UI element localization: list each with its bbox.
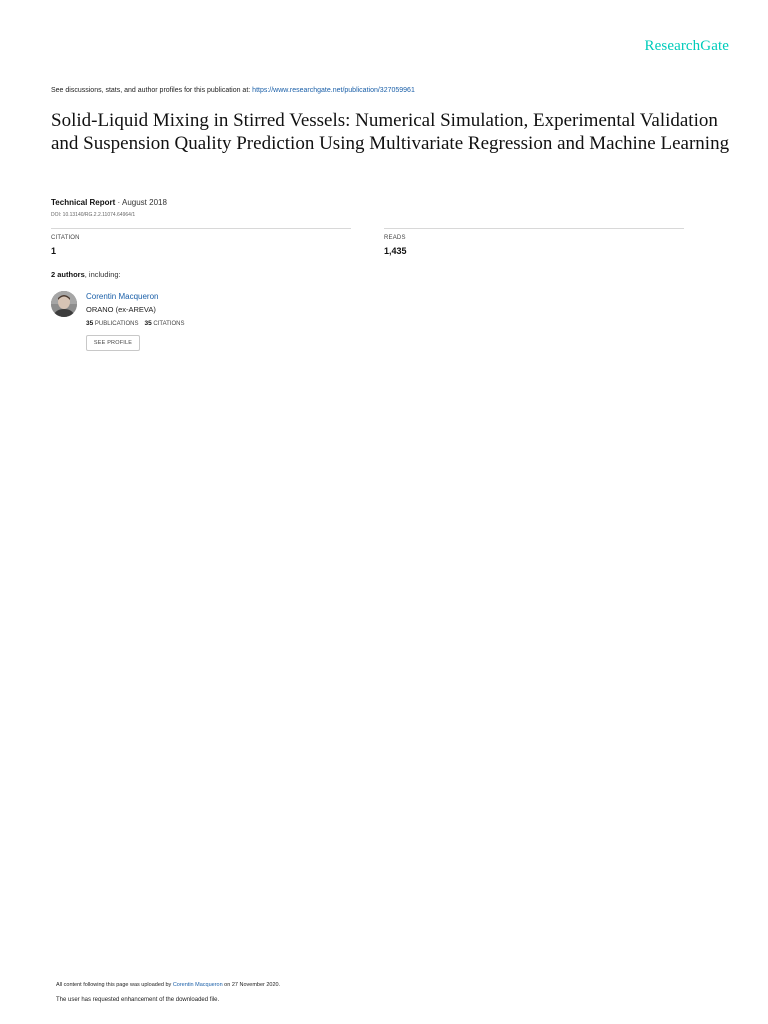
publication-url-link[interactable]: https://www.researchgate.net/publication/327059961 [252,87,415,94]
upload-note [56,982,280,988]
reads-count: 1,435 [384,246,407,256]
date-separator: · [115,198,122,207]
doi-text: DOI: 10.13140/RG.2.2.11074.64964/1 [51,212,136,218]
authors-suffix: , including: [84,270,121,279]
upload-suffix: on 27 November 2020. [222,982,281,988]
author-publications-label: PUBLICATIONS [94,321,139,327]
enhancement-note: The user has requested enhancement of the downloaded file. [56,997,220,1003]
citation-count: 1 [51,246,57,256]
author-name-link[interactable]: Corentin Macqueron [86,292,159,301]
reads-label: READS [384,235,406,241]
citation-label: CITATION [51,235,80,241]
author-avatar[interactable] [51,291,77,317]
report-meta [51,198,167,207]
see-profile-button[interactable]: SEE PROFILE [86,335,140,351]
authors-count: 2 authors [51,270,85,279]
avatar-portrait-icon [51,291,77,317]
author-citations-label: CITATIONS [153,321,185,327]
author-institution: ORANO (ex-AREVA) [86,305,156,314]
author-publications-count: 35 [86,320,94,327]
author-citations-count: 35 [144,320,152,327]
report-date: August 2018 [121,198,167,207]
upload-prefix: All content following this page was uploaded by [56,982,173,988]
publication-title: Solid-Liquid Mixing in Stirred Vessels: Numerical Simulation, Experimental Validation and Suspension Quality Prediction Using Multivariate Regression and Machine Learning [51,110,730,154]
reads-divider [384,228,684,229]
report-type: Technical Report [51,198,116,207]
uploader-link[interactable]: Corentin Macqueron [172,982,223,988]
discussion-prefix: See discussions, stats, and author profiles for this publication at: [51,87,253,94]
citation-divider [51,228,351,229]
discussion-line [51,87,415,94]
authors-summary [51,270,121,279]
author-stats [86,320,185,327]
researchgate-logo[interactable]: ResearchGate [644,38,729,54]
